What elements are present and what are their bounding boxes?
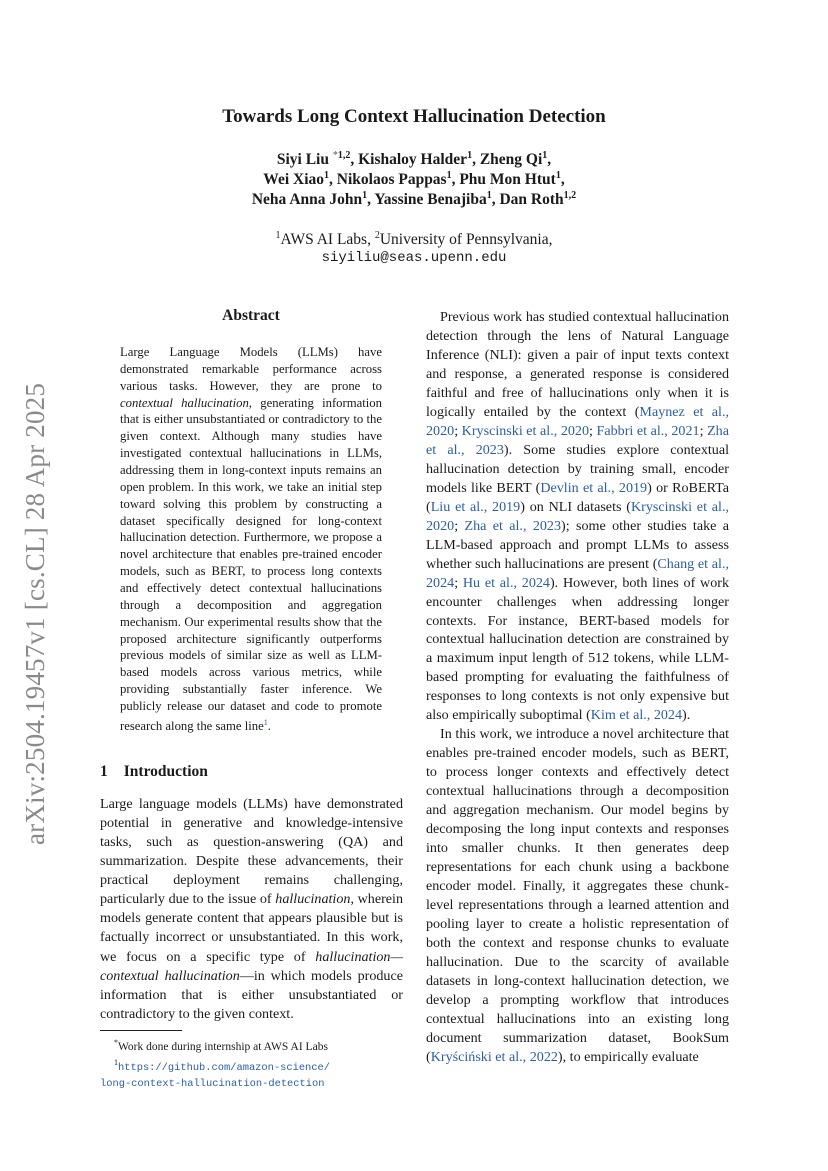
citation-link[interactable]: Liu et al., 2019 — [430, 498, 521, 515]
citation-link[interactable]: Hu et al., 2024 — [462, 574, 550, 591]
author-name: Wei Xiao — [263, 171, 325, 189]
citation-link[interactable]: Zha et al., 2023 — [464, 517, 562, 534]
author-name: Siyi Liu — [276, 151, 329, 169]
author-name: Zheng Qi — [479, 151, 543, 169]
footnote-url-continued[interactable]: long-context-hallucination-detection — [100, 1077, 325, 1090]
affiliation-aws: AWS AI Labs, — [280, 231, 371, 249]
citation-link[interactable]: Fabbri et al., 2021 — [596, 422, 700, 439]
contact-email[interactable]: siyiliu@seas.upenn.edu — [321, 250, 507, 266]
author-line-3: Neha Anna John$^1$, Yassine Benajiba$^1$, Dan Roth$^{1,2}$ — [251, 190, 577, 209]
arxiv-identifier-stamp: arXiv:2504.19457v1 [cs.CL] 28 Apr 2025 — [20, 382, 50, 845]
introduction-paragraph: Large language models (LLMs) have demonstrated potential in generative and knowledge-intensive tasks, such as question-answering (QA) and summarization. Despite these advancements, their practical deployment remains challenging, particularly due to the issue of hallucination, wherein models generate content that appears plausible but is factually incorrect or unsubstantiated. In this work, we focus on a specific type of hallucination—contextual hallucination—in which models produce information that is either unsubstantiated or contradictory to the given context. — [100, 796, 403, 1022]
footnote-star: *Work done during internship at AWS AI Labs — [114, 1038, 328, 1053]
citation-link[interactable]: Kryściński et al., 2022 — [430, 1048, 558, 1065]
citation-link[interactable]: Kryscinski et al., 2020 — [426, 498, 729, 534]
paragraph-this-work: In this work, we introduce a novel architecture that enables pre-trained encoder models, such as BERT, to process longer contexts and effectively detect contextual hallucinations through a decomposition and aggregation mechanism. Our model begins by decomposing the long input contexts and responses into smaller chunks. It then generates deep representations for each chunk using a backbone encoder model. Finally, it aggregates these chunk-level representations through a learned attention and pooling layer to create a holistic representation of both the context and response chunks to evaluate hallucination. Due to the scarcity of available datasets in long-context hallucination detection, we develop a prompting workflow that introduces contextual hallucinations into an existing long document summarization dataset, BookSum (Kryściński et al., 2022), to empirically evaluate — [426, 726, 729, 1065]
paragraph-previous-work: Previous work has studied contextual hallucination detection through the lens of Natural Language Inference (NLI): given a pair of input texts context and response, a generated response is considered faithful and free of hallucinations only when it is logically entailed by the context (Maynez et al., 2020; Kryscinski et al., 2020; Fabbri et al., 2021; Zha et al., 2023). Some studies explore contextual hallucination detection by training small, encoder models like BERT (Devlin et al., 2019) or RoBERTa (Liu et al., 2019) on NLI datasets (Kryscinski et al., 2020; Zha et al., 2023); some other studies take a LLM-based approach and prompt LLMs to assess whether such hallucinations are present (Chang et al., 2024; Hu et al., 2024). However, both lines of work encounter challenges when addressing longer contexts. For instance, BERT-based models for contextual hallucination detection are constrained by a maximum input length of 512 tokens, while LLM-based prompting for evaluating the faithfulness of responses to long contexts is not only expensive but also empirically suboptimal (Kim et al., 2024). — [426, 309, 730, 724]
author-affiliation-mark: 1 — [467, 150, 473, 161]
footnote-one: $^1$https://github.com/amazon-science/ — [114, 1057, 331, 1074]
author-name: Nikolaos Pappas — [336, 171, 447, 189]
author-name: Phu Mon Htut — [459, 171, 556, 189]
corresponding-author-mark[interactable]: * — [332, 150, 338, 161]
paper-title: Towards Long Context Hallucination Detection — [222, 106, 606, 127]
citation-link[interactable]: Chang et al., 2024 — [426, 555, 729, 591]
right-column — [426, 308, 729, 1067]
footnote-ref[interactable]: 1 — [263, 717, 268, 727]
citation-link[interactable]: Devlin et al., 2019 — [540, 479, 648, 496]
affiliations: $^1$AWS AI Labs, $^2$University of Pennsylvania, — [275, 230, 553, 249]
author-affiliation-mark: 1 — [542, 150, 548, 161]
abstract-heading: Abstract — [222, 307, 280, 324]
author-affiliation-mark: 1 — [446, 170, 452, 181]
author-name: Neha Anna John — [251, 191, 363, 209]
author-line-1: Siyi Liu $^{*1,2}$, Kishaloy Halder$^1$, Zheng Qi$^1$, — [276, 150, 552, 169]
author-name: Kishaloy Halder — [358, 151, 468, 169]
footnote-url[interactable]: https://github.com/amazon-science/ — [118, 1061, 331, 1074]
citation-link[interactable]: Kryscinski et al., 2020 — [461, 422, 590, 439]
author-affiliation-mark: 1 — [362, 190, 368, 201]
section-heading-introduction: 1 Introduction — [100, 763, 208, 780]
author-affiliation-mark: 1 — [555, 170, 561, 181]
footnotes — [100, 1035, 403, 1092]
footnote-divider — [100, 1030, 182, 1031]
citation-link[interactable]: Zha et al., 2023 — [426, 422, 729, 458]
author-affiliation-mark: 1,2 — [563, 190, 577, 201]
author-line-2: Wei Xiao$^1$, Nikolaos Pappas$^1$, Phu Mon Htut$^1$, — [263, 170, 565, 189]
author-affiliation-mark: 1 — [486, 190, 492, 201]
citation-link[interactable]: Maynez et al., 2020 — [426, 403, 730, 439]
author-name: Yassine Benajiba — [374, 191, 487, 209]
author-affiliation-mark: 1 — [324, 170, 330, 181]
citation-link[interactable]: Kim et al., 2024 — [590, 707, 683, 724]
author-name: Dan Roth — [499, 191, 564, 209]
abstract-body: Large Language Models (LLMs) have demonstrated remarkable performance across various tasks. However, they are prone to contextual hallucination, generating information that is either unsubstantiated or contradictory to the given context. Although many studies have investigated contextual hallucinations in LLMs, addressing them in long-context inputs remains an open problem. In this work, we take an initial step toward solving this problem by constructing a dataset specifically designed for long-context hallucination detection. Furthermore, we propose a novel architecture that enables pre-trained encoder models, such as BERT, to process long contexts and effectively detect contextual hallucinations through a decomposition and aggregation mechanism. Our experimental results show that the proposed architecture significantly outperforms previous models of similar size as well as LLM-based models across various metrics, while providing substantially faster inference. We publicly release our dataset and code to promote research along the same line$^1$. — [120, 345, 382, 734]
author-affiliation-mark: 1,2 — [337, 150, 351, 161]
affiliation-upenn: University of Pennsylvania, — [379, 231, 553, 249]
